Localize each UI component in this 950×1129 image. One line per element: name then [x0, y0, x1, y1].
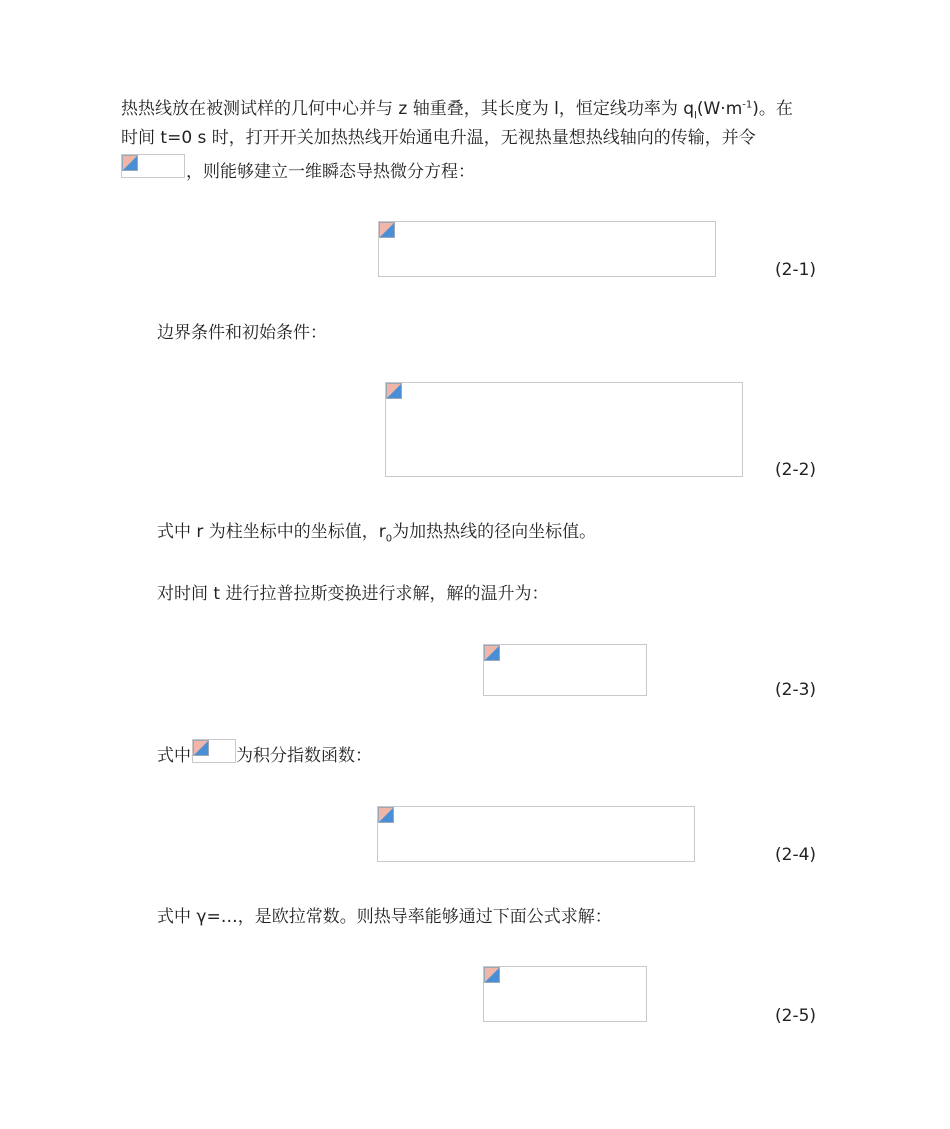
equation-image-2-3 [483, 644, 647, 696]
r-definition-text [157, 521, 596, 543]
equation-image-2-4 [377, 806, 695, 862]
paragraph-line-2 [121, 127, 756, 149]
ei-note-part2: 为积分指数函数： [236, 746, 372, 766]
ei-note-part1: 式中 [157, 746, 191, 766]
equation-image-2-5 [483, 966, 647, 1022]
equation-number: (2-5) [775, 1006, 817, 1026]
equation-number: (2-3) [775, 680, 817, 700]
boundary-conditions-text: 边界条件和初始条件： [157, 323, 327, 343]
inline-formula-image [192, 739, 236, 763]
paragraph-line-3 [186, 161, 475, 183]
broken-image-icon [379, 222, 395, 238]
broken-image-icon [386, 383, 402, 399]
paragraph-text: ，则能够建立一维瞬态导热微分方程： [186, 162, 475, 182]
broken-image-icon [378, 807, 394, 823]
euler-constant-text: 式中 γ=…，是欧拉常数。则热导率能够通过下面公式求解： [157, 907, 612, 927]
paragraph-text: 式中 r 为柱坐标中的坐标值，r [157, 522, 386, 542]
paragraph-text: 时间 t=0 s 时，打开开关加热热线开始通电升温，无视热量想热线轴向的传输，并令 [121, 128, 756, 148]
paragraph-text: 为加热热线的径向坐标值。 [392, 522, 597, 542]
broken-image-icon [484, 645, 500, 661]
subscript: 0 [385, 533, 393, 545]
paragraph-line-1 [121, 98, 793, 120]
paragraph-text: 热热线放在被测试样的几何中心并与 z 轴重叠，其长度为 l，恒定线功率为 q [121, 99, 695, 119]
equation-number: (2-4) [775, 845, 817, 865]
laplace-text: 对时间 t 进行拉普拉斯变换进行求解，解的温升为： [157, 584, 549, 604]
equation-image-2-1 [378, 221, 716, 277]
superscript: -1 [742, 99, 753, 111]
broken-image-icon [193, 740, 209, 756]
subscript: l [694, 110, 697, 122]
inline-formula-image [121, 154, 185, 178]
equation-number: (2-1) [775, 260, 817, 280]
paragraph-text: )。在 [752, 99, 793, 119]
paragraph-text: (W·m [696, 99, 743, 119]
broken-image-icon [122, 155, 138, 171]
broken-image-icon [484, 967, 500, 983]
equation-number: (2-2) [775, 460, 817, 480]
equation-image-2-2 [385, 382, 743, 477]
